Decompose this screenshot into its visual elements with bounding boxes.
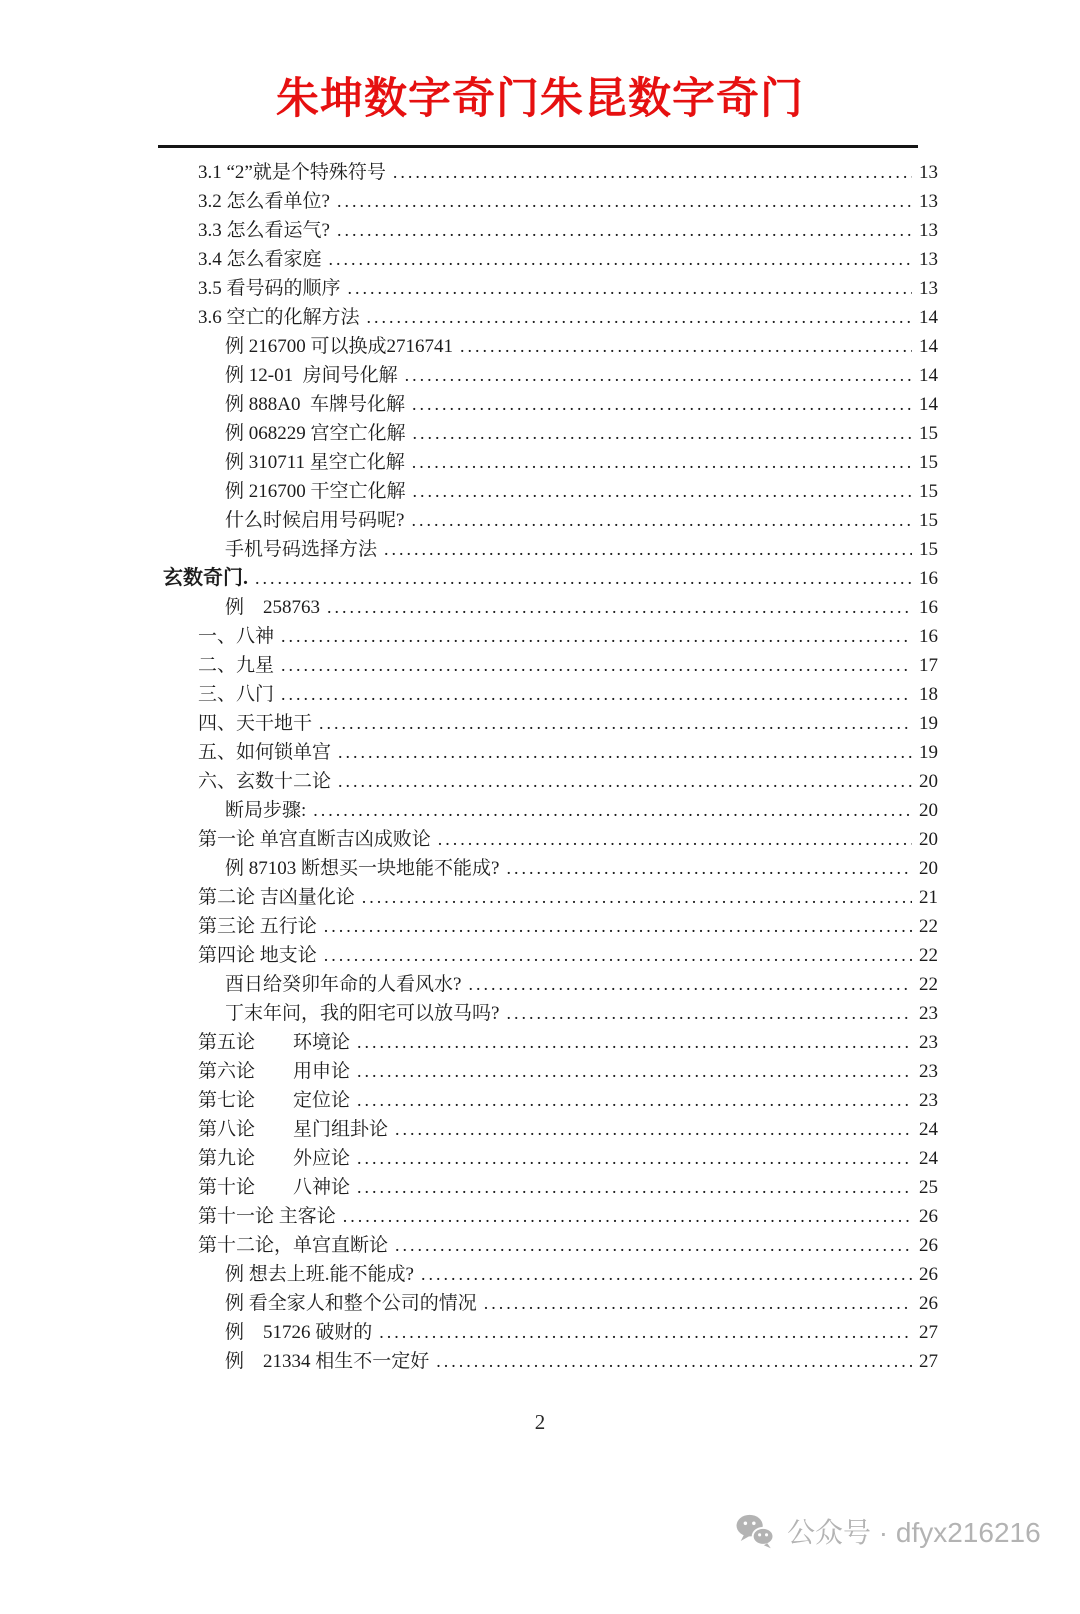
toc-page-number: 23	[919, 1032, 938, 1053]
toc-entry	[163, 622, 938, 651]
toc-entry-label: 例 888A0 车牌号化解	[225, 394, 405, 415]
toc-page-number: 24	[919, 1148, 938, 1169]
toc-entry-label: 第十论 八神论	[198, 1177, 351, 1198]
toc-page-number: 18	[919, 684, 938, 705]
toc-dot-leader	[357, 1028, 912, 1057]
toc-page-number: 25	[919, 1177, 938, 1198]
toc-page-number: 15	[919, 510, 938, 531]
toc-page-number: 20	[919, 771, 938, 792]
toc-entry-label: 第六论 用申论	[198, 1061, 351, 1082]
toc-entry	[163, 680, 938, 709]
toc-dot-leader	[460, 332, 912, 361]
toc-entry	[163, 854, 938, 883]
toc-entry	[163, 506, 938, 535]
toc-entry	[163, 1057, 938, 1086]
toc-dot-leader	[281, 680, 912, 709]
toc-entry	[163, 158, 938, 187]
toc-dot-leader	[281, 651, 912, 680]
toc-page-number: 20	[919, 800, 938, 821]
wechat-public-account-icon	[735, 1448, 775, 1614]
toc-dot-leader	[436, 1347, 912, 1376]
toc-entry-label: 四、天干地干	[198, 713, 313, 734]
toc-entry-label: 例 310711 星空亡化解	[225, 452, 405, 473]
toc-dot-leader	[281, 622, 912, 651]
toc-entry	[163, 245, 938, 274]
toc-entry	[163, 1115, 938, 1144]
toc-entry	[163, 1173, 938, 1202]
toc-page-number: 26	[919, 1293, 938, 1314]
toc-entry-label: 3.2 怎么看单位?	[198, 191, 330, 212]
toc-page-number: 13	[919, 191, 938, 212]
toc-page-number: 15	[919, 539, 938, 560]
toc-entry	[163, 593, 938, 622]
toc-entry	[163, 767, 938, 796]
toc-page-number: 14	[919, 307, 938, 328]
toc-entry-label: 例 068229 宫空亡化解	[225, 423, 406, 444]
toc-entry-label: 3.5 看号码的顺序	[198, 278, 341, 299]
toc-dot-leader	[357, 1173, 912, 1202]
toc-entry-label: 例 12-01 房间号化解	[225, 365, 398, 386]
toc-dot-leader	[313, 796, 912, 825]
toc-dot-leader	[337, 187, 912, 216]
toc-dot-leader	[506, 999, 912, 1028]
toc-page-number: 16	[919, 568, 938, 589]
toc-entry-label: 3.3 怎么看运气?	[198, 220, 330, 241]
toc-entry-label: 第九论 外应论	[198, 1148, 351, 1169]
toc-entry	[163, 912, 938, 941]
toc-dot-leader	[362, 883, 912, 912]
toc-entry	[163, 216, 938, 245]
toc-entry-label: 断局步骤:	[225, 800, 307, 821]
toc-entry-label: 3.4 怎么看家庭	[198, 249, 322, 270]
toc-entry	[163, 332, 938, 361]
toc-dot-leader	[413, 477, 912, 506]
toc-page-number: 14	[919, 365, 938, 386]
toc-entry	[163, 1289, 938, 1318]
toc-entry	[163, 1260, 938, 1289]
toc-entry	[163, 1318, 938, 1347]
toc-entry	[163, 709, 938, 738]
toc-entry-label: 例 87103 断想买一块地能不能成?	[225, 858, 500, 879]
toc-page-number: 14	[919, 394, 938, 415]
toc-page-number: 16	[919, 597, 938, 618]
toc-page-number: 22	[919, 945, 938, 966]
toc-dot-leader	[413, 419, 912, 448]
title-divider	[158, 145, 918, 148]
toc-entry	[163, 477, 938, 506]
toc-dot-leader	[255, 564, 912, 593]
toc-entry	[163, 941, 938, 970]
toc-page-number: 15	[919, 423, 938, 444]
toc-page-number: 14	[919, 336, 938, 357]
toc-page-number: 13	[919, 220, 938, 241]
toc-page-number: 13	[919, 249, 938, 270]
watermark	[735, 1448, 1041, 1614]
toc-page-number: 20	[919, 829, 938, 850]
toc-page-number: 26	[919, 1264, 938, 1285]
toc-dot-leader	[357, 1086, 912, 1115]
toc-page-number: 17	[919, 655, 938, 676]
toc-entry	[163, 564, 938, 593]
toc-page-number: 23	[919, 1090, 938, 1111]
toc-entry-label: 一、八神	[198, 626, 275, 647]
toc-entry-label: 第七论 定位论	[198, 1090, 351, 1111]
toc-entry-label: 第三论 五行论	[198, 916, 317, 937]
toc-page-number: 23	[919, 1003, 938, 1024]
toc-entry-label: 手机号码选择方法	[225, 539, 378, 560]
toc-entry-label: 例 216700 可以换成2716741	[225, 336, 454, 357]
toc-dot-leader	[324, 941, 912, 970]
toc-entry-label: 第一论 单宫直断吉凶成败论	[198, 829, 431, 850]
toc-dot-leader	[405, 361, 912, 390]
toc-entry	[163, 651, 938, 680]
toc-entry-label: 第二论 吉凶量化论	[198, 887, 355, 908]
toc-entry	[163, 303, 938, 332]
toc-entry	[163, 390, 938, 419]
toc-page-number: 19	[919, 713, 938, 734]
toc-page-number: 13	[919, 162, 938, 183]
toc-entry	[163, 419, 938, 448]
toc-dot-leader	[327, 593, 912, 622]
toc-entry-label: 三、八门	[198, 684, 275, 705]
toc-entry-label: 例 216700 干空亡化解	[225, 481, 406, 502]
toc-page-number: 16	[919, 626, 938, 647]
page-number: 2	[534, 1410, 546, 1434]
toc-dot-leader	[393, 158, 912, 187]
toc-page-number: 22	[919, 974, 938, 995]
toc-dot-leader	[395, 1231, 912, 1260]
toc-entry-label: 例 21334 相生不一定好	[225, 1351, 430, 1372]
toc-entry-label: 例 想去上班.能不能成?	[225, 1264, 414, 1285]
toc-entry	[163, 361, 938, 390]
toc-entry-label: 什么时候启用号码呢?	[225, 510, 405, 531]
toc-entry	[163, 970, 938, 999]
toc-dot-leader	[438, 825, 912, 854]
toc-dot-leader	[367, 303, 912, 332]
toc-entry	[163, 1347, 938, 1376]
toc-entry-label: 第四论 地支论	[198, 945, 317, 966]
toc-entry	[163, 1202, 938, 1231]
toc-entry	[163, 883, 938, 912]
toc-entry	[163, 1231, 938, 1260]
toc-entry-label: 第十二论，单宫直断论	[198, 1235, 389, 1256]
toc-page-number: 26	[919, 1235, 938, 1256]
toc-page-number: 23	[919, 1061, 938, 1082]
page-title: 朱坤数字奇门朱昆数字奇门	[276, 75, 804, 123]
toc-dot-leader	[319, 709, 912, 738]
toc-page-number: 15	[919, 452, 938, 473]
toc-entry	[163, 796, 938, 825]
toc-page-number: 24	[919, 1119, 938, 1140]
toc-entry-label: 第八论 星门组卦论	[198, 1119, 389, 1140]
toc-dot-leader	[384, 535, 912, 564]
toc-entry-label: 玄数奇门.	[163, 567, 248, 589]
toc-entry-label: 3.6 空亡的化解方法	[198, 307, 360, 328]
toc-entry-label: 第五论 环境论	[198, 1032, 351, 1053]
toc-page-number: 13	[919, 278, 938, 299]
toc-page-number: 20	[919, 858, 938, 879]
toc-dot-leader	[348, 274, 912, 303]
toc-page-number: 27	[919, 1322, 938, 1343]
toc-entry-label: 第十一论 主客论	[198, 1206, 336, 1227]
toc-dot-leader	[329, 245, 912, 274]
toc-entry-label: 酉日给癸卯年命的人看风水?	[225, 974, 462, 995]
toc-entry-label: 例 258763	[225, 597, 321, 618]
toc-dot-leader	[324, 912, 912, 941]
toc-page-number: 21	[919, 887, 938, 908]
toc-dot-leader	[412, 448, 912, 477]
toc-page-number: 22	[919, 916, 938, 937]
toc-entry-label: 二、九星	[198, 655, 275, 676]
toc-dot-leader	[338, 767, 912, 796]
toc-entry	[163, 187, 938, 216]
toc-page-number: 19	[919, 742, 938, 763]
toc-entry	[163, 825, 938, 854]
toc-entry-label: 六、玄数十二论	[198, 771, 332, 792]
toc-entry	[163, 738, 938, 767]
toc-entry-label: 例 51726 破财的	[225, 1322, 373, 1343]
toc-entry	[163, 448, 938, 477]
toc-entry-label: 例 看全家人和整个公司的情况	[225, 1293, 477, 1314]
toc-entry	[163, 535, 938, 564]
toc-entry	[163, 274, 938, 303]
toc-dot-leader	[412, 390, 912, 419]
toc-dot-leader	[357, 1144, 912, 1173]
toc-dot-leader	[379, 1318, 912, 1347]
toc-dot-leader	[395, 1115, 912, 1144]
toc-dot-leader	[411, 506, 912, 535]
toc-entry	[163, 1028, 938, 1057]
toc-page-number: 26	[919, 1206, 938, 1227]
toc-dot-leader	[468, 970, 912, 999]
toc-entry	[163, 1086, 938, 1115]
toc-page-number: 15	[919, 481, 938, 502]
toc-entry	[163, 1144, 938, 1173]
toc-dot-leader	[421, 1260, 912, 1289]
toc-dot-leader	[506, 854, 912, 883]
toc-dot-leader	[343, 1202, 912, 1231]
toc-entry-label: 丁末年问，我的阳宅可以放马吗?	[225, 1003, 500, 1024]
toc-dot-leader	[484, 1289, 912, 1318]
toc-entry	[163, 999, 938, 1028]
toc-dot-leader	[338, 738, 912, 767]
toc-entry-label: 五、如何锁单宫	[198, 742, 332, 763]
toc-dot-leader	[337, 216, 912, 245]
toc-entry-label: 3.1 “2”就是个特殊符号	[198, 162, 386, 183]
toc-dot-leader	[357, 1057, 912, 1086]
toc-list	[163, 158, 938, 1376]
toc-page-number: 27	[919, 1351, 938, 1372]
watermark-text: 公众号 · dfyx216216	[787, 1517, 1041, 1548]
